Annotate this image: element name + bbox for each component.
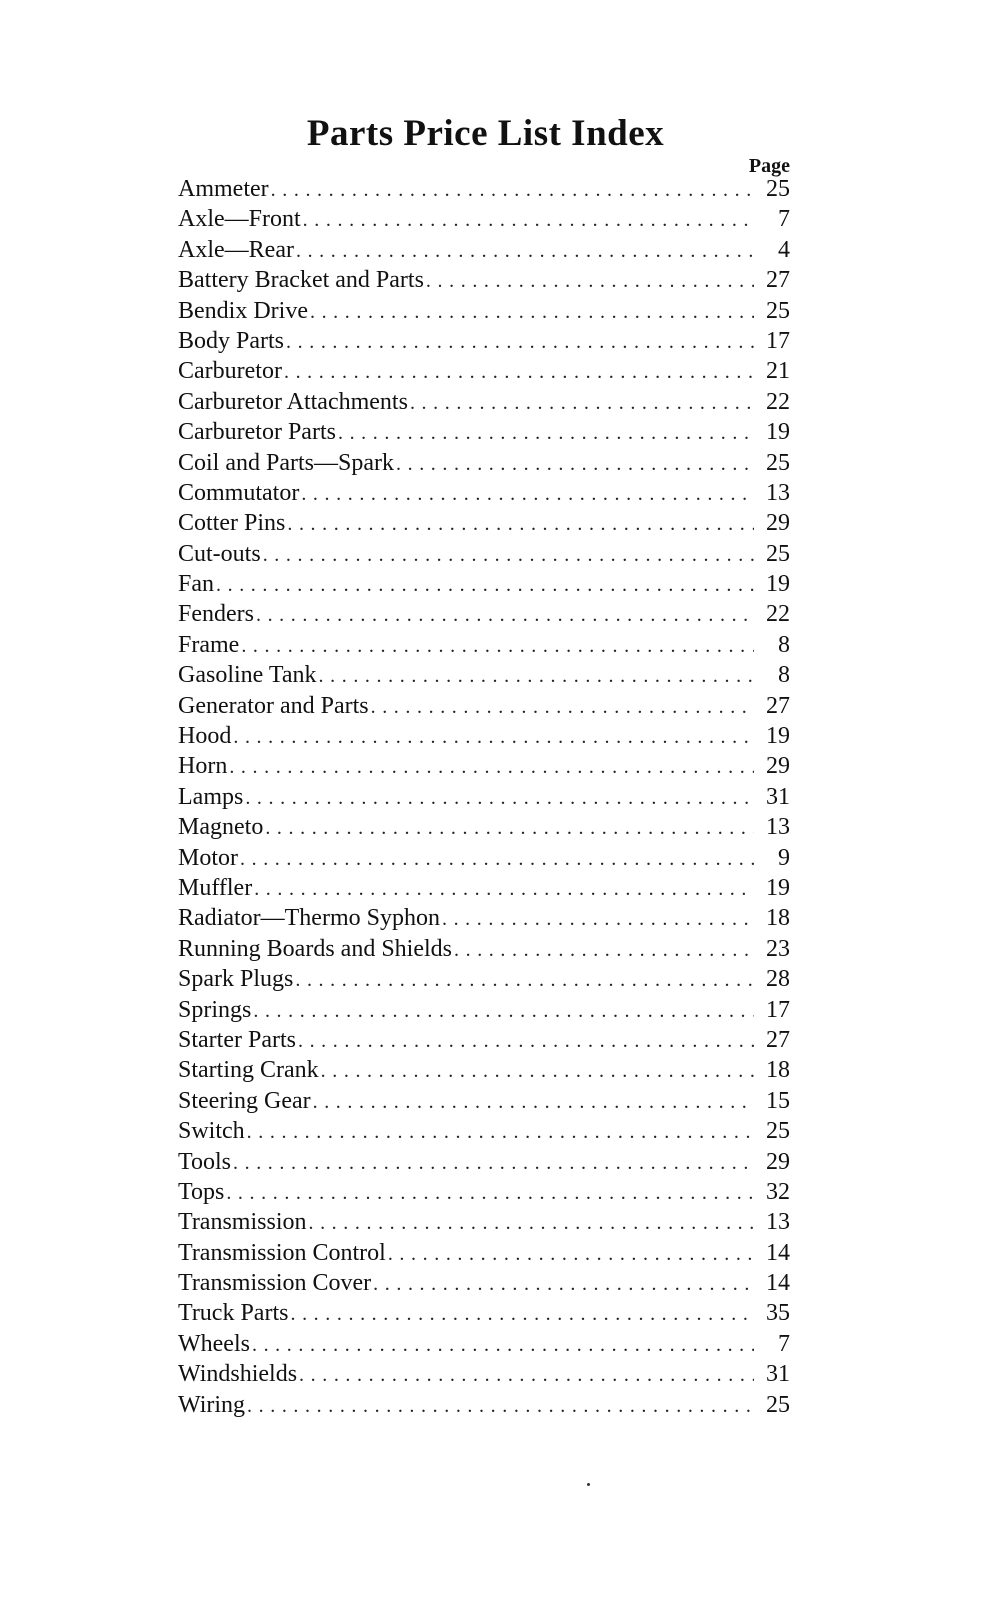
entry-page: 17 xyxy=(766,327,790,354)
dot-leader xyxy=(298,1030,754,1053)
entry-name: Horn xyxy=(178,753,228,780)
index-entry xyxy=(178,541,790,571)
dot-leader xyxy=(371,696,754,719)
index-entry xyxy=(178,1270,790,1300)
entry-name: Carburetor Attachments xyxy=(178,388,408,415)
entry-name: Coil and Parts—Spark xyxy=(178,449,394,476)
index-entry xyxy=(178,723,790,753)
dot-leader xyxy=(303,209,754,232)
entry-page: 8 xyxy=(778,662,790,689)
index-entry xyxy=(178,571,790,601)
entry-name: Magneto xyxy=(178,814,264,841)
dot-leader xyxy=(388,1243,754,1266)
dot-leader xyxy=(247,1395,754,1418)
entry-page: 25 xyxy=(766,297,790,324)
index-entry xyxy=(178,237,790,267)
entry-name: Lamps xyxy=(178,783,244,810)
entry-page: 19 xyxy=(766,419,790,446)
entry-page: 23 xyxy=(766,935,790,962)
index-entry xyxy=(178,1209,790,1239)
dot-leader xyxy=(263,544,754,567)
entry-name: Gasoline Tank xyxy=(178,662,317,689)
index-entry xyxy=(178,1088,790,1118)
entry-page: 7 xyxy=(778,1330,790,1357)
entry-page: 13 xyxy=(766,1209,790,1236)
index-entry xyxy=(178,1331,790,1361)
dot-leader xyxy=(229,756,754,779)
entry-page: 27 xyxy=(766,692,790,719)
entry-name: Windshields xyxy=(178,1361,298,1388)
dot-leader xyxy=(338,422,754,445)
entry-page: 32 xyxy=(766,1178,790,1205)
entry-page: 13 xyxy=(766,814,790,841)
entry-name: Transmission Control xyxy=(178,1239,386,1266)
index-entry xyxy=(178,1300,790,1330)
entry-page: 14 xyxy=(766,1239,790,1266)
dot-leader xyxy=(321,1060,754,1083)
index-entry xyxy=(178,1179,790,1209)
entry-name: Ammeter xyxy=(178,176,269,202)
entry-name: Starter Parts xyxy=(178,1026,296,1053)
print-speck xyxy=(587,1483,590,1486)
index-entry xyxy=(178,632,790,662)
index-entry xyxy=(178,450,790,480)
entry-page: 22 xyxy=(766,601,790,628)
index-entry xyxy=(178,936,790,966)
dot-leader xyxy=(233,1152,754,1175)
entry-name: Commutator xyxy=(178,479,300,506)
entry-page: 31 xyxy=(766,1361,790,1388)
entry-name: Fenders xyxy=(178,601,254,628)
dot-leader xyxy=(290,1303,754,1326)
dot-leader xyxy=(271,179,754,202)
entry-page: 27 xyxy=(766,267,790,294)
dot-leader xyxy=(284,361,754,384)
dot-leader xyxy=(253,1000,754,1023)
index-entry xyxy=(178,1392,790,1422)
page-column-header: Page xyxy=(748,155,790,177)
index-entry xyxy=(178,662,790,692)
dot-leader xyxy=(240,848,754,871)
dot-leader xyxy=(256,604,754,627)
entry-name: Cut-outs xyxy=(178,540,261,567)
dot-leader xyxy=(301,483,754,506)
index-entry xyxy=(178,784,790,814)
dot-leader xyxy=(319,665,754,688)
index-entry xyxy=(178,966,790,996)
entry-page: 19 xyxy=(766,723,790,750)
entry-page: 18 xyxy=(766,905,790,932)
dot-leader xyxy=(226,1182,754,1205)
entry-name: Motor xyxy=(178,844,238,871)
entry-name: Cotter Pins xyxy=(178,510,286,537)
dot-leader xyxy=(299,1364,754,1387)
entry-name: Battery Bracket and Parts xyxy=(178,267,424,294)
index-entry xyxy=(178,693,790,723)
dot-leader xyxy=(245,787,754,810)
entry-name: Generator and Parts xyxy=(178,692,369,719)
entry-page: 27 xyxy=(766,1026,790,1053)
dot-leader xyxy=(265,817,754,840)
entry-page: 25 xyxy=(766,176,790,202)
entry-name: Spark Plugs xyxy=(178,966,294,993)
dot-leader xyxy=(254,878,754,901)
index-list xyxy=(178,176,790,1422)
entry-page: 13 xyxy=(766,479,790,506)
entry-page: 28 xyxy=(766,966,790,993)
entry-name: Tools xyxy=(178,1148,231,1175)
dot-leader xyxy=(252,1334,754,1357)
dot-leader xyxy=(373,1273,754,1296)
entry-name: Springs xyxy=(178,996,252,1023)
title-text: Parts Price List Index xyxy=(306,113,665,154)
entry-name: Frame xyxy=(178,631,240,658)
index-entry xyxy=(178,298,790,328)
index-entry xyxy=(178,875,790,905)
index-entry xyxy=(178,480,790,510)
dot-leader xyxy=(308,1212,754,1235)
entry-page: 31 xyxy=(766,783,790,810)
page-title xyxy=(0,112,995,155)
entry-name: Axle—Front xyxy=(178,206,301,233)
index-entry xyxy=(178,510,790,540)
index-entry xyxy=(178,328,790,358)
index-entry xyxy=(178,1361,790,1391)
index-entry xyxy=(178,389,790,419)
entry-name: Steering Gear xyxy=(178,1087,311,1114)
entry-name: Carburetor Parts xyxy=(178,419,336,446)
index-entry xyxy=(178,358,790,388)
entry-name: Wiring xyxy=(178,1391,246,1418)
index-entry xyxy=(178,1027,790,1057)
dot-leader xyxy=(454,939,754,962)
entry-page: 8 xyxy=(778,631,790,658)
index-entry xyxy=(178,845,790,875)
entry-name: Bendix Drive xyxy=(178,297,308,324)
entry-name: Wheels xyxy=(178,1330,250,1357)
entry-page: 9 xyxy=(778,844,790,871)
entry-name: Carburetor xyxy=(178,358,282,385)
index-entry xyxy=(178,206,790,236)
entry-page: 4 xyxy=(778,236,790,263)
entry-page: 21 xyxy=(766,358,790,385)
entry-name: Transmission xyxy=(178,1209,307,1236)
entry-page: 7 xyxy=(778,206,790,233)
entry-page: 35 xyxy=(766,1300,790,1327)
entry-page: 18 xyxy=(766,1057,790,1084)
index-entry xyxy=(178,419,790,449)
dot-leader xyxy=(295,969,754,992)
entry-page: 17 xyxy=(766,996,790,1023)
entry-name: Switch xyxy=(178,1118,245,1145)
entry-page: 25 xyxy=(766,1391,790,1418)
dot-leader xyxy=(287,513,754,536)
entry-page: 25 xyxy=(766,449,790,476)
index-entry xyxy=(178,905,790,935)
entry-page: 29 xyxy=(766,510,790,537)
entry-page: 14 xyxy=(766,1270,790,1297)
entry-name: Tops xyxy=(178,1178,225,1205)
entry-name: Fan xyxy=(178,571,214,598)
dot-leader xyxy=(296,240,754,263)
index-entry xyxy=(178,753,790,783)
entry-page: 19 xyxy=(766,874,790,901)
entry-name: Axle—Rear xyxy=(178,236,294,263)
entry-name: Transmission Cover xyxy=(178,1270,372,1297)
entry-page: 19 xyxy=(766,571,790,598)
entry-page: 29 xyxy=(766,1148,790,1175)
index-entry xyxy=(178,814,790,844)
dot-leader xyxy=(247,1121,754,1144)
dot-leader xyxy=(310,301,754,324)
dot-leader xyxy=(396,453,754,476)
dot-leader xyxy=(216,574,754,597)
dot-leader xyxy=(410,392,754,415)
entry-name: Body Parts xyxy=(178,327,285,354)
dot-leader xyxy=(241,635,754,658)
entry-name: Truck Parts xyxy=(178,1300,289,1327)
entry-page: 22 xyxy=(766,388,790,415)
entry-page: 25 xyxy=(766,1118,790,1145)
index-entry xyxy=(178,1057,790,1087)
entry-page: 15 xyxy=(766,1087,790,1114)
entry-name: Radiator—Thermo Syphon xyxy=(178,905,440,932)
dot-leader xyxy=(233,726,754,749)
entry-page: 29 xyxy=(766,753,790,780)
index-entry xyxy=(178,267,790,297)
index-entry xyxy=(178,176,790,206)
entry-name: Muffler xyxy=(178,874,253,901)
entry-name: Running Boards and Shields xyxy=(178,935,452,962)
entry-name: Hood xyxy=(178,723,232,750)
dot-leader xyxy=(313,1091,754,1114)
entry-page: 25 xyxy=(766,540,790,567)
index-entry xyxy=(178,1149,790,1179)
dot-leader xyxy=(286,331,754,354)
index-entry xyxy=(178,1240,790,1270)
entry-name: Starting Crank xyxy=(178,1057,319,1084)
dot-leader xyxy=(442,908,754,931)
dot-leader xyxy=(426,270,754,293)
index-entry xyxy=(178,601,790,631)
index-entry xyxy=(178,997,790,1027)
index-entry xyxy=(178,1118,790,1148)
